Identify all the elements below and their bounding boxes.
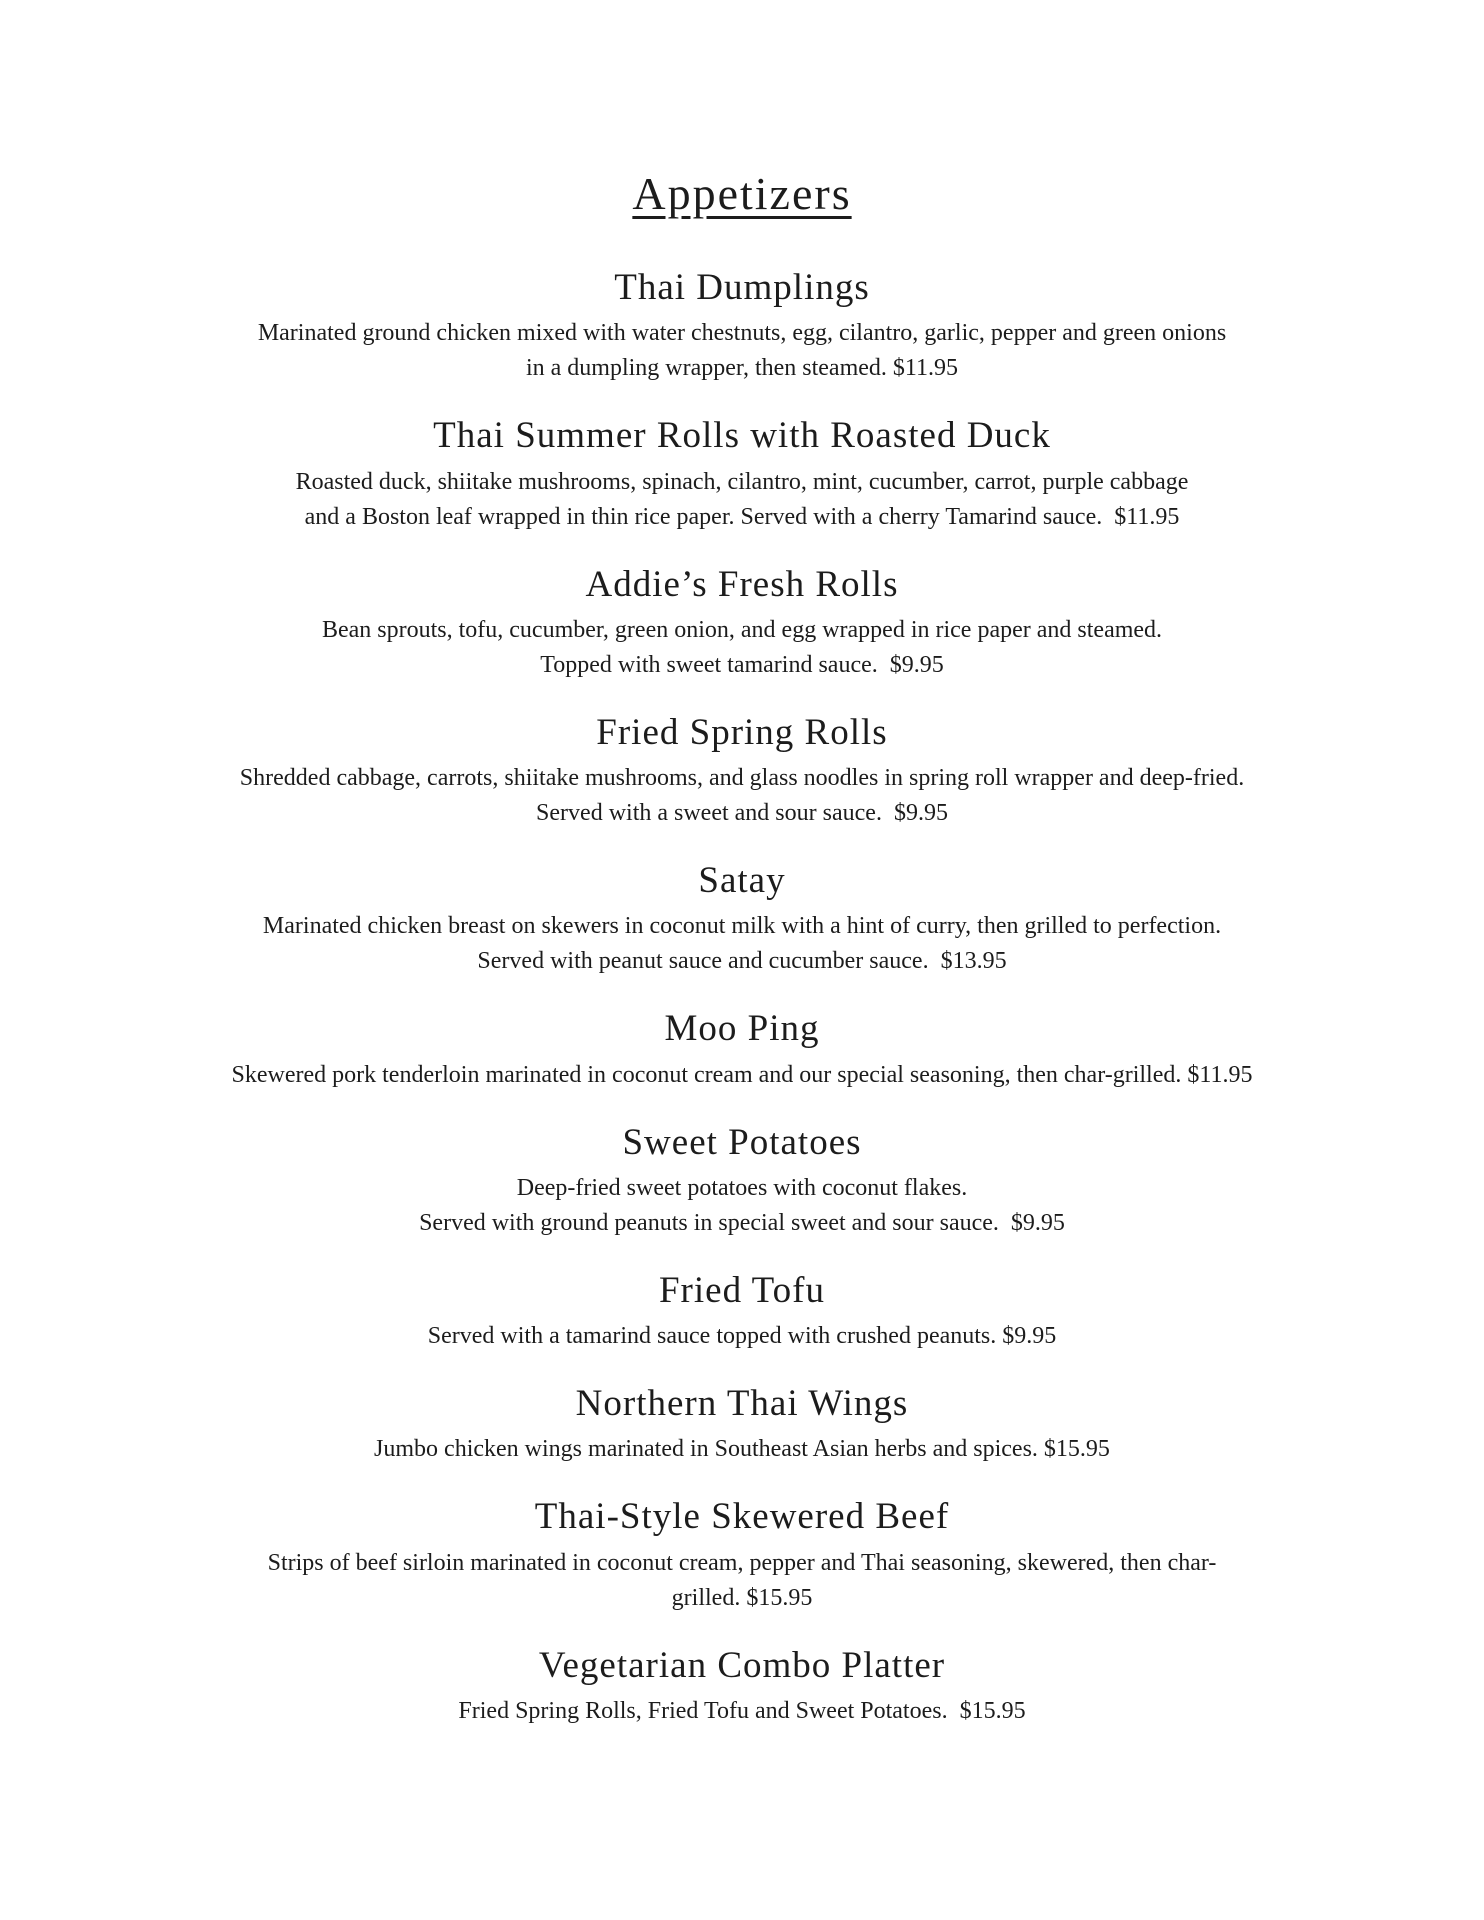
menu-item-name: Moo Ping — [664, 1008, 820, 1050]
menu-item-description-line: Roasted duck, shiitake mushrooms, spinach, cilantro, mint, cucumber, carrot, purple cabbage — [295, 468, 1189, 495]
menu-item-name: Addie’s Fresh Rolls — [585, 563, 899, 605]
menu-item-northern-thai-wings — [0, 1381, 1484, 1467]
menu-item-addies-fresh-rolls — [0, 562, 1484, 683]
menu-item-thai-summer-rolls — [0, 413, 1484, 534]
menu-item-vegetarian-combo-platter — [0, 1643, 1484, 1729]
menu-item-description-line: Marinated chicken breast on skewers in coconut milk with a hint of curry, then grilled to perfection. — [262, 913, 1222, 940]
menu-item-name: Fried Tofu — [658, 1269, 826, 1311]
section-title-wrap — [0, 166, 1484, 221]
menu-item-name: Northern Thai Wings — [575, 1383, 909, 1425]
menu-item-name: Thai Dumplings — [614, 267, 870, 309]
menu-item-description-line: Strips of beef sirloin marinated in coconut cream, pepper and Thai seasoning, skewered, then char- — [267, 1549, 1217, 1576]
menu-item-moo-ping — [0, 1006, 1484, 1092]
menu-item-description-line: Fried Spring Rolls, Fried Tofu and Sweet Potatoes. $15.95 — [458, 1697, 1026, 1724]
menu-item-fried-spring-rolls — [0, 710, 1484, 831]
menu-item-name: Sweet Potatoes — [622, 1121, 862, 1163]
menu-item-name: Fried Spring Rolls — [596, 711, 888, 753]
menu-item-name: Satay — [698, 860, 786, 902]
menu-item-description-line: Bean sprouts, tofu, cucumber, green onion, and egg wrapped in rice paper and steamed. — [321, 616, 1163, 643]
menu-item-description-line: and a Boston leaf wrapped in thin rice paper. Served with a cherry Tamarind sauce. $11.95 — [304, 503, 1180, 530]
menu-item-description-line: Topped with sweet tamarind sauce. $9.95 — [540, 651, 944, 678]
menu-item-description-line: Shredded cabbage, carrots, shiitake mushrooms, and glass noodles in spring roll wrapper and deep-fried. — [239, 765, 1245, 792]
menu-item-description-line: Served with ground peanuts in special sweet and sour sauce. $9.95 — [419, 1209, 1065, 1236]
menu-item-name: Thai Summer Rolls with Roasted Duck — [433, 415, 1051, 457]
menu-item-thai-style-skewered-beef — [0, 1494, 1484, 1615]
menu-item-thai-dumplings — [0, 265, 1484, 386]
menu-item-description-line: in a dumpling wrapper, then steamed. $11.95 — [525, 355, 959, 382]
section-title: Appetizers — [632, 168, 852, 219]
menu-item-name: Vegetarian Combo Platter — [538, 1644, 946, 1686]
menu-item-name: Thai-Style Skewered Beef — [534, 1496, 950, 1538]
menu-item-fried-tofu — [0, 1268, 1484, 1354]
menu-item-description-line: Skewered pork tenderloin marinated in coconut cream and our special seasoning, then char-grilled. $11.95 — [231, 1061, 1253, 1088]
menu-item-description-line: Served with a tamarind sauce topped with crushed peanuts. $9.95 — [427, 1323, 1057, 1350]
menu-item-description-line: grilled. $15.95 — [671, 1584, 813, 1611]
menu-item-satay — [0, 858, 1484, 979]
menu-item-description-line: Deep-fried sweet potatoes with coconut flakes. — [516, 1174, 968, 1201]
menu-item-sweet-potatoes — [0, 1120, 1484, 1241]
menu-item-description-line: Marinated ground chicken mixed with water chestnuts, egg, cilantro, garlic, pepper and green onions — [257, 320, 1227, 347]
menu-item-description-line: Jumbo chicken wings marinated in Southeast Asian herbs and spices. $15.95 — [374, 1436, 1110, 1463]
menu-item-description-line: Served with a sweet and sour sauce. $9.95 — [536, 800, 948, 827]
menu-item-description-line: Served with peanut sauce and cucumber sauce. $13.95 — [477, 948, 1007, 975]
